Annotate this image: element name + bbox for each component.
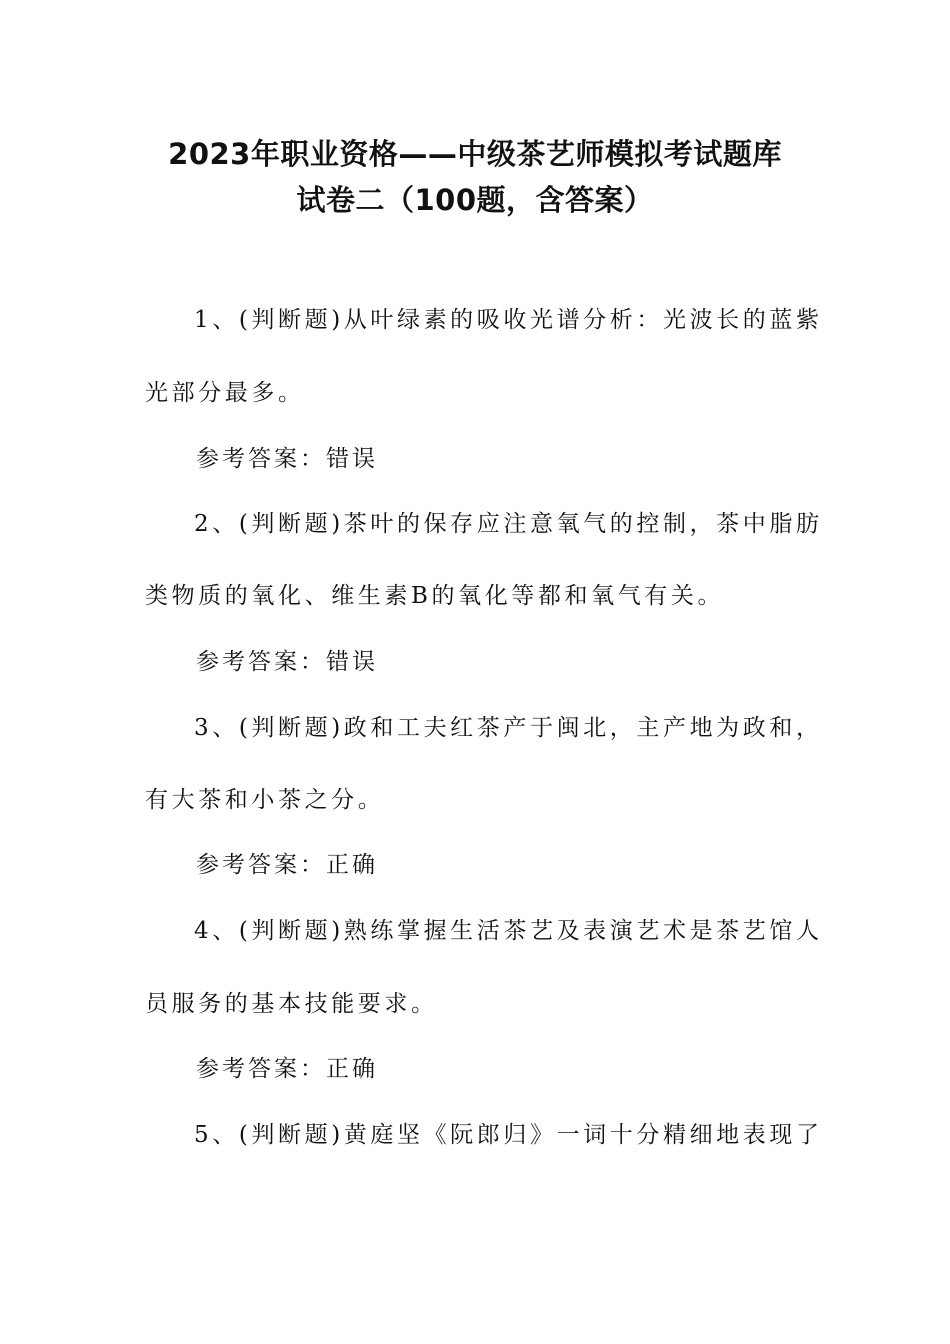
question-1-text-line-1: 1、(判断题)从叶绿素的吸收光谱分析：光波长的蓝紫 (194, 307, 823, 333)
question-2-answer: 参考答案：错误 (196, 649, 378, 675)
question-5-text-line-1: 5、(判断题)黄庭坚《阮郎归》一词十分精细地表现了 (194, 1122, 823, 1148)
question-3-text-line-2: 有大茶和小茶之分。 (145, 787, 385, 813)
question-3-answer: 参考答案：正确 (196, 852, 378, 878)
question-2-text-line-2: 类物质的氧化、维生素B的氧化等都和氧气有关。 (145, 583, 725, 609)
question-4-text-line-2: 员服务的基本技能要求。 (145, 991, 438, 1017)
question-1-answer: 参考答案：错误 (196, 446, 378, 472)
question-3-text-line-1: 3、(判断题)政和工夫红茶产于闽北，主产地为政和， (194, 715, 823, 741)
document-title-line-1: 2023年职业资格——中级茶艺师模拟考试题库 (168, 137, 782, 171)
question-1-text-line-2: 光部分最多。 (145, 380, 305, 406)
document-title-line-2: 试卷二（100题，含答案） (296, 183, 654, 217)
question-4-text-line-1: 4、(判断题)熟练掌握生活茶艺及表演艺术是茶艺馆人 (194, 918, 823, 944)
question-2-text-line-1: 2、(判断题)茶叶的保存应注意氧气的控制，茶中脂肪 (194, 511, 823, 537)
question-4-answer: 参考答案：正确 (196, 1056, 378, 1082)
